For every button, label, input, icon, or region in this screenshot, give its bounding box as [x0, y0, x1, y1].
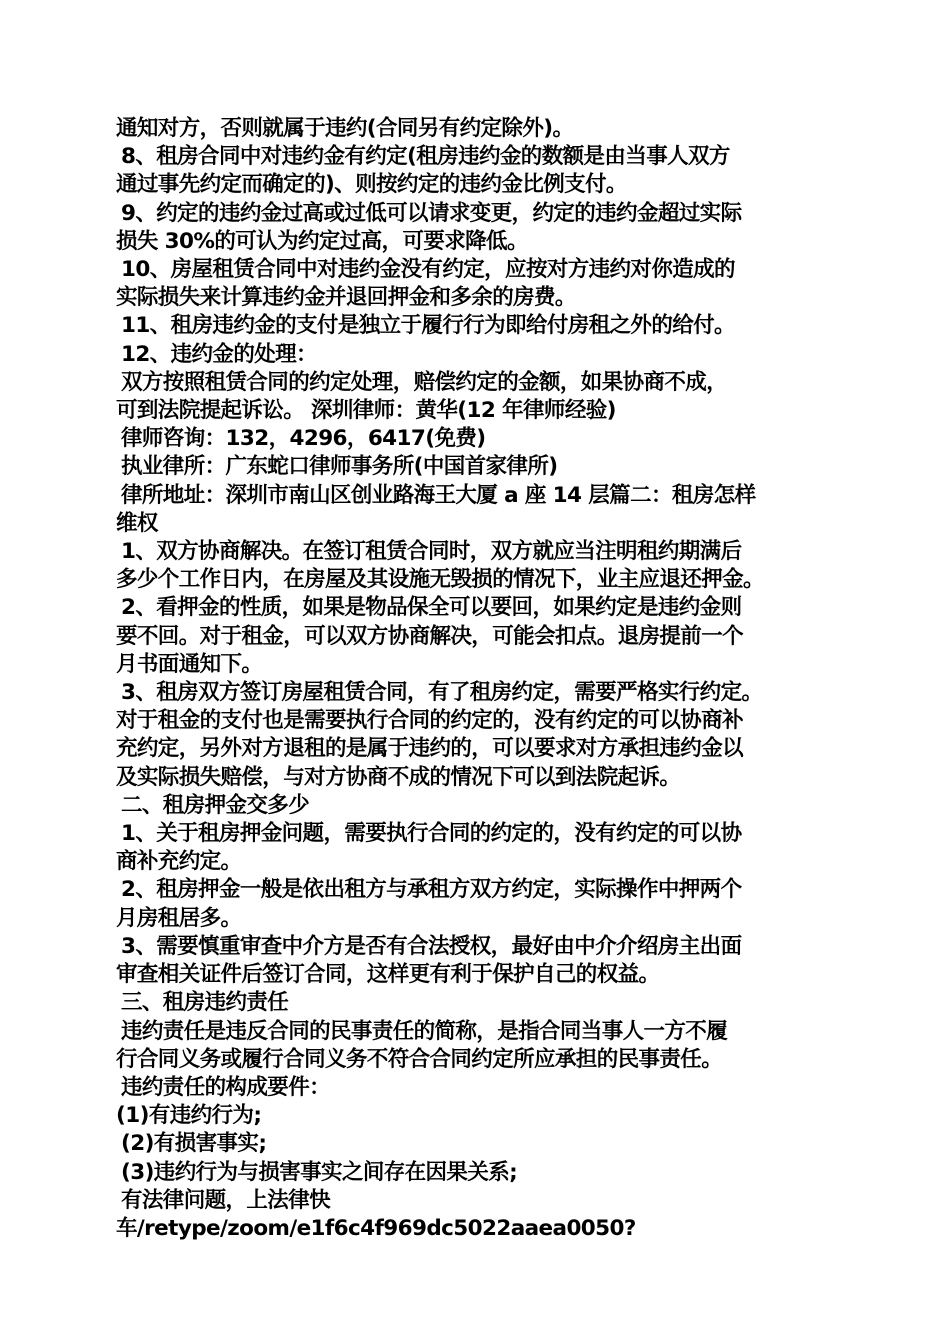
section-heading: 二、租房押金交多少 — [121, 792, 310, 818]
text-line: 月房租居多。 — [116, 905, 242, 931]
text-line: 通过事先约定而确定的)、则按约定的违约金比例支付。 — [116, 172, 627, 198]
text-line: 执业律所：广东蛇口律师事务所(中国首家律所) — [121, 454, 558, 480]
list-item: (3)违约行为与损害事实之间存在因果关系; — [121, 1159, 518, 1185]
text-line: 维权 — [116, 510, 158, 536]
text-line: 律师咨询：132，4296，6417(免费) — [121, 426, 486, 452]
text-line: 要不回。对于租金，可以双方协商解决，可能会扣点。退房提前一个 — [116, 623, 744, 649]
text-line: 违约责任的构成要件： — [121, 1074, 331, 1100]
text-line: 1、关于租房押金问题，需要执行合同的约定的，没有约定的可以协 — [121, 821, 742, 847]
text-line: 3、租房双方签订房屋租赁合同，有了租房约定，需要严格实行约定。 — [121, 680, 763, 706]
text-line: 律所地址：深圳市南山区创业路海王大厦 a 座 14 层篇二：租房怎样 — [121, 482, 756, 508]
text-line: 有法律问题，上法律快 — [121, 1187, 331, 1213]
text-line: 实际损失来计算违约金并退回押金和多余的房费。 — [116, 285, 576, 311]
text-line: 12、违约金的处理： — [121, 341, 317, 367]
text-line: 月书面通知下。 — [116, 651, 263, 677]
text-line: 8、租房合同中对违约金有约定(租房违约金的数额是由当事人双方 — [121, 144, 730, 170]
list-item: (2)有损害事实; — [121, 1131, 267, 1157]
text-line: 11、租房违约金的支付是独立于履行行为即给付房租之外的给付。 — [121, 313, 735, 339]
text-line: 损失 30%的可认为约定过高，可要求降低。 — [116, 228, 528, 254]
text-line: 充约定，另外对方退租的是属于违约的，可以要求对方承担违约金以 — [116, 736, 744, 762]
text-line: 通知对方，否则就属于违约(合同另有约定除外)。 — [116, 116, 574, 141]
section-heading: 三、租房违约责任 — [121, 990, 289, 1016]
list-item: (1)有违约行为; — [116, 1103, 262, 1129]
text-line: 3、需要慎重审查中介方是否有合法授权，最好由中介介绍房主出面 — [121, 933, 742, 959]
text-line: 审查相关证件后签订合同，这样更有利于保护自己的权益。 — [116, 962, 660, 988]
document-body — [116, 115, 846, 1243]
text-line: 行合同义务或履行合同义务不符合合同约定所应承担的民事责任。 — [116, 1046, 723, 1072]
url-text-line: 车/retype/zoom/e1f6c4f969dc5022aaea0050? — [116, 1215, 636, 1241]
text-line: 对于租金的支付也是需要执行合同的约定的，没有约定的可以协商补 — [116, 708, 744, 734]
text-line: 9、约定的违约金过高或过低可以请求变更，约定的违约金超过实际 — [121, 200, 742, 226]
text-line: 违约责任是违反合同的民事责任的简称，是指合同当事人一方不履 — [121, 1018, 728, 1044]
text-line: 及实际损失赔偿，与对方协商不成的情况下可以到法院起诉。 — [116, 764, 681, 790]
text-line: 10、房屋租赁合同中对违约金没有约定，应按对方违约对你造成的 — [121, 257, 735, 283]
text-line: 可到法院提起诉讼。 深圳律师：黄华(12 年律师经验) — [116, 398, 616, 424]
text-line: 2、看押金的性质，如果是物品保全可以要回，如果约定是违约金则 — [121, 595, 742, 621]
text-line: 商补充约定。 — [116, 849, 242, 875]
text-line: 多少个工作日内，在房屋及其设施无毁损的情况下，业主应退还押金。 — [116, 567, 764, 593]
text-line: 1、双方协商解决。在签订租赁合同时，双方就应当注明租约期满后 — [121, 539, 742, 565]
text-line: 双方按照租赁合同的约定处理，赔偿约定的金额，如果协商不成， — [121, 369, 728, 395]
text-line: 2、租房押金一般是依出租方与承租方双方约定，实际操作中押两个 — [121, 877, 742, 903]
